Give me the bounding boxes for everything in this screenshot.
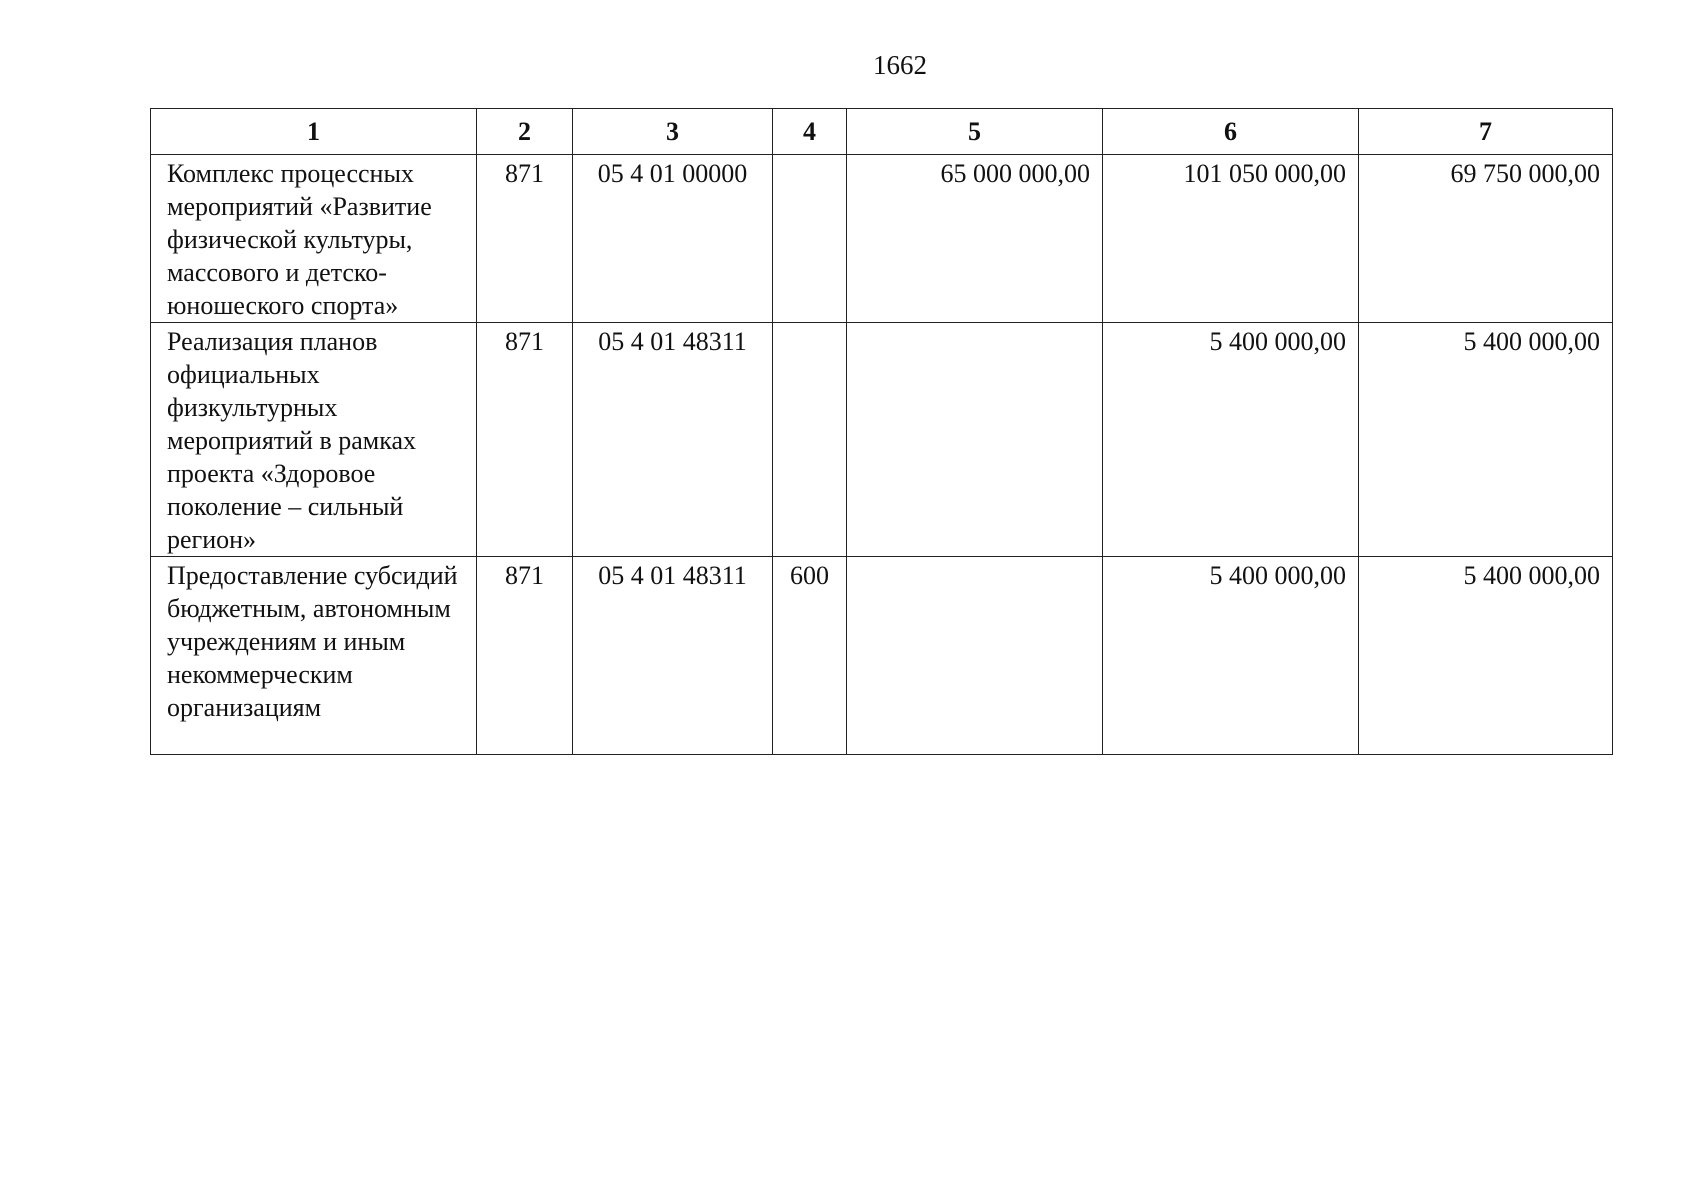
row-col5: 65 000 000,00 bbox=[847, 155, 1103, 323]
row-col4 bbox=[773, 155, 847, 323]
row-name: Реализация планов официальных физкультурных мероприятий в рамках проекта «Здоровое поколение – сильный регион» bbox=[151, 323, 477, 557]
table-header-row bbox=[151, 109, 1613, 155]
table-row bbox=[151, 155, 1613, 323]
page-number: 1662 bbox=[873, 50, 927, 80]
row-col7: 69 750 000,00 bbox=[1359, 155, 1613, 323]
column-header-5: 5 bbox=[847, 109, 1103, 155]
row-col7: 5 400 000,00 bbox=[1359, 557, 1613, 755]
row-col3: 05 4 01 00000 bbox=[573, 155, 773, 323]
row-col5 bbox=[847, 557, 1103, 755]
column-header-4: 4 bbox=[773, 109, 847, 155]
row-col6: 5 400 000,00 bbox=[1103, 557, 1359, 755]
table-row bbox=[151, 557, 1613, 755]
row-col5 bbox=[847, 323, 1103, 557]
column-header-3: 3 bbox=[573, 109, 773, 155]
table-row bbox=[151, 323, 1613, 557]
row-col3: 05 4 01 48311 bbox=[573, 323, 773, 557]
row-col6: 5 400 000,00 bbox=[1103, 323, 1359, 557]
row-name: Комплекс процессных мероприятий «Развитие физической культуры, массового и детско-юношеского спорта» bbox=[151, 155, 477, 323]
row-col6: 101 050 000,00 bbox=[1103, 155, 1359, 323]
row-col4 bbox=[773, 323, 847, 557]
row-col4: 600 bbox=[773, 557, 847, 755]
row-col3: 05 4 01 48311 bbox=[573, 557, 773, 755]
column-header-1: 1 bbox=[151, 109, 477, 155]
column-header-6: 6 bbox=[1103, 109, 1359, 155]
budget-table bbox=[150, 108, 1613, 755]
column-header-2: 2 bbox=[477, 109, 573, 155]
row-col2: 871 bbox=[477, 155, 573, 323]
row-col2: 871 bbox=[477, 557, 573, 755]
column-header-7: 7 bbox=[1359, 109, 1613, 155]
row-col2: 871 bbox=[477, 323, 573, 557]
row-name: Предоставление субсидий бюджетным, автономным учреждениям и иным некоммерческим организациям bbox=[151, 557, 477, 755]
row-col7: 5 400 000,00 bbox=[1359, 323, 1613, 557]
